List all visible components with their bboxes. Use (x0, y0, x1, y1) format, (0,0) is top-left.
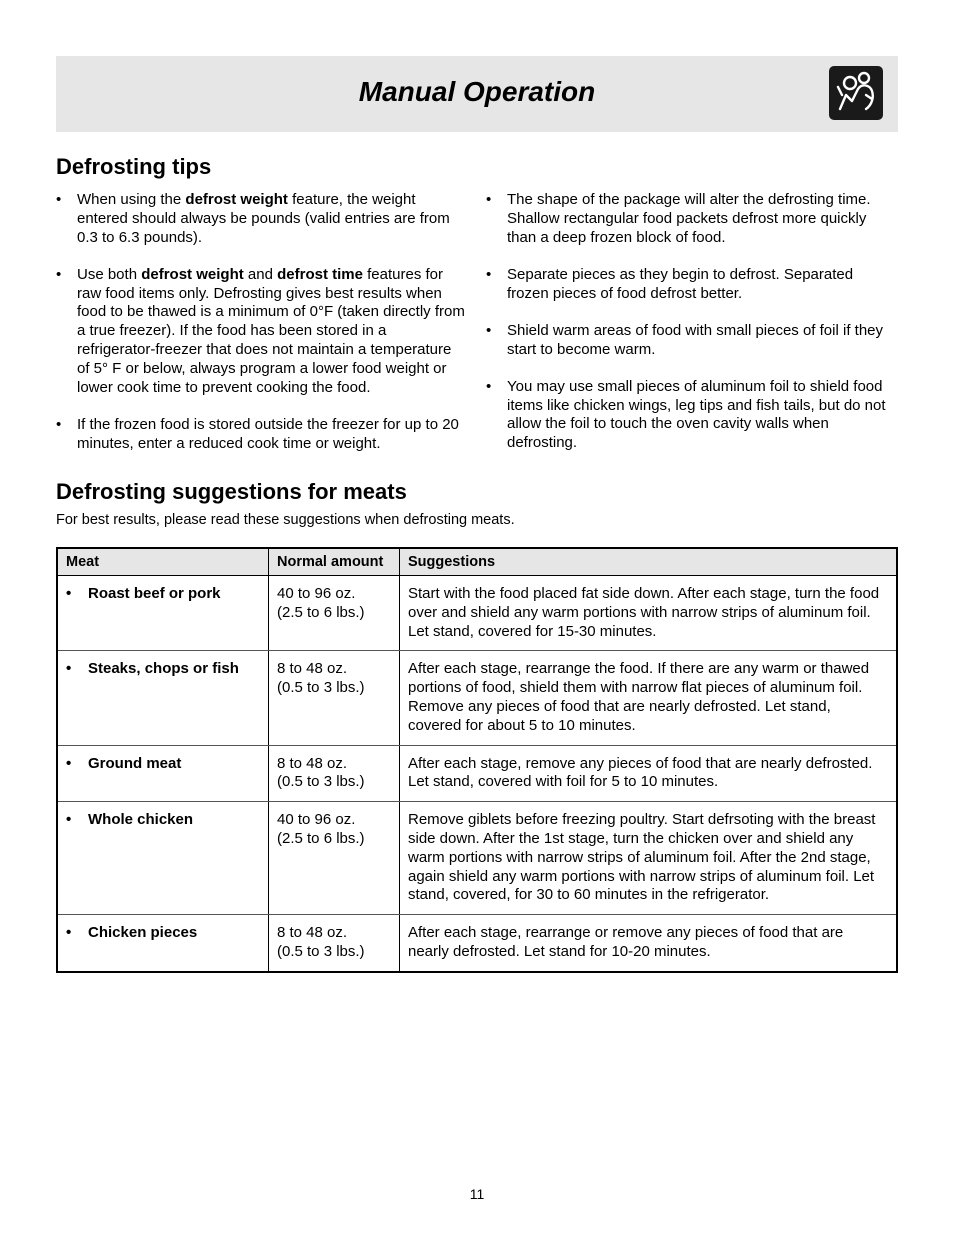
tip-item (486, 378, 898, 453)
amount-cell (269, 745, 400, 802)
suggestion-cell: After each stage, rearrange the food. If there are any warm or thawed portions of food, shield them with narrow flat pieces of aluminum foil. Remove any pieces of food that are nearly defrosted. Let stand, covered for about 5 to 10 minutes. (400, 651, 898, 745)
tip-emphasis: defrost weight (185, 191, 288, 208)
tip-text: The shape of the package will alter the defrosting time. Shallow rectangular food packets defrost more quickly than a deep frozen block of food. (507, 191, 871, 246)
tip-text: Separate pieces as they begin to defrost. Separated frozen pieces of food defrost better. (507, 265, 854, 302)
tip-text: If the frozen food is stored outside the freezer for up to 20 minutes, enter a reduced cook time or weight. (77, 415, 459, 452)
tip-text: When using the (77, 191, 186, 208)
page-number: 11 (469, 1186, 485, 1202)
tip-text: Use both (77, 265, 142, 283)
column-header-meat: Meat (57, 548, 269, 576)
tip-item (56, 266, 468, 398)
amount-line: (0.5 to 3 lbs.) (277, 942, 365, 960)
amount-line: (2.5 to 6 lbs.) (277, 829, 365, 847)
amount-cell (269, 915, 400, 972)
table-row (57, 651, 897, 745)
suggestion-cell: Start with the food placed fat side down. After each stage, turn the food over and shield any warm portions with narrow strips of aluminum foil. Let stand, covered for 15-30 minutes. (400, 576, 898, 651)
table-row (57, 745, 897, 802)
page-title: Manual Operation (358, 76, 596, 107)
meats-heading: Defrosting suggestions for meats (56, 479, 407, 504)
tip-text: features for raw food items only. Defrosting gives best results when food to be thawed is a minimum of 0°F (taken directly from a true freezer). If the food has been stored in a refrigerator-freezer that does not maintain a temperature of 5° F or below, always program a lower food weight or lower cook time to prevent cooking the food. (77, 265, 465, 396)
bullet-mark: • (66, 585, 72, 602)
meats-intro: For best results, please read these suggestions when defrosting meats. (56, 512, 515, 528)
meat-name: Whole chicken (88, 811, 194, 829)
bullet-mark: • (66, 924, 72, 942)
tips-left-column (56, 191, 468, 472)
tip-item (486, 322, 898, 360)
meat-name: Roast beef or pork (88, 585, 221, 602)
tip-item (56, 416, 468, 454)
amount-line: 8 to 48 oz. (277, 924, 348, 942)
meat-name: Steaks, chops or fish (88, 660, 239, 678)
meat-cell (57, 651, 269, 745)
table-header-row (57, 548, 897, 576)
tip-text: feature, the weight entered should always be pounds (valid entries are from 0.3 to 6.3 pounds). (77, 191, 450, 246)
meat-name: Chicken pieces (88, 924, 198, 942)
tip-text: You may use small pieces of aluminum foil to shield food items like chicken wings, leg tips and fish tails, but do not allow the foil to touch the oven cavity walls when defrosting. (507, 377, 886, 452)
meat-cell (57, 802, 269, 915)
amount-line: (0.5 to 3 lbs.) (277, 679, 365, 697)
amount-cell (269, 576, 400, 651)
table-row (57, 576, 897, 651)
table-row (57, 915, 897, 972)
amount-cell (269, 651, 400, 745)
amount-line: 8 to 48 oz. (277, 660, 348, 678)
bullet-mark: • (66, 811, 72, 829)
table-row (57, 802, 897, 915)
bullet-mark: • (66, 754, 72, 772)
amount-line: 40 to 96 oz. (277, 585, 356, 602)
tips-right-column (486, 191, 898, 471)
tip-item (56, 191, 468, 247)
tip-item (486, 266, 898, 304)
suggestion-cell: After each stage, remove any pieces of food that are nearly defrosted. Let stand, covered with foil for 5 to 10 minutes. (400, 745, 898, 802)
tip-emphasis: defrost time (277, 265, 363, 283)
amount-line: (0.5 to 3 lbs.) (277, 773, 365, 791)
meat-cell (57, 576, 269, 651)
meats-table (56, 547, 898, 973)
tip-text: and (243, 265, 278, 283)
amount-line: 40 to 96 oz. (277, 811, 356, 829)
amount-line: (2.5 to 6 lbs.) (277, 603, 365, 621)
meat-name: Ground meat (88, 754, 182, 772)
suggestion-cell: After each stage, rearrange or remove any pieces of food that are nearly defrosted. Let stand for 10-20 minutes. (400, 915, 898, 972)
meat-cell (57, 745, 269, 802)
tip-emphasis: defrost weight (141, 265, 244, 283)
tip-item (486, 191, 898, 247)
amount-line: 8 to 48 oz. (277, 754, 348, 772)
header-band (56, 56, 898, 132)
column-header-suggestions: Suggestions (400, 548, 898, 576)
tip-text: Shield warm areas of food with small pieces of foil if they start to become warm. (507, 321, 884, 358)
defrosting-tips-heading: Defrosting tips (56, 154, 212, 179)
amount-cell (269, 802, 400, 915)
manual-operation-hand-icon (828, 65, 884, 121)
bullet-mark: • (66, 660, 72, 678)
column-header-amount: Normal amount (269, 548, 400, 576)
suggestion-cell: Remove giblets before freezing poultry. Start defrsoting with the breast side down. After the 1st stage, turn the chicken over and shield any warm portions with narrow strips of aluminum foil. After the 2nd stage, again shield any warm portions with narrow strips of aluminum foil. Let stand, covered, for 30 to 60 minutes in the refrigerator. (400, 802, 898, 915)
meat-cell (57, 915, 269, 972)
